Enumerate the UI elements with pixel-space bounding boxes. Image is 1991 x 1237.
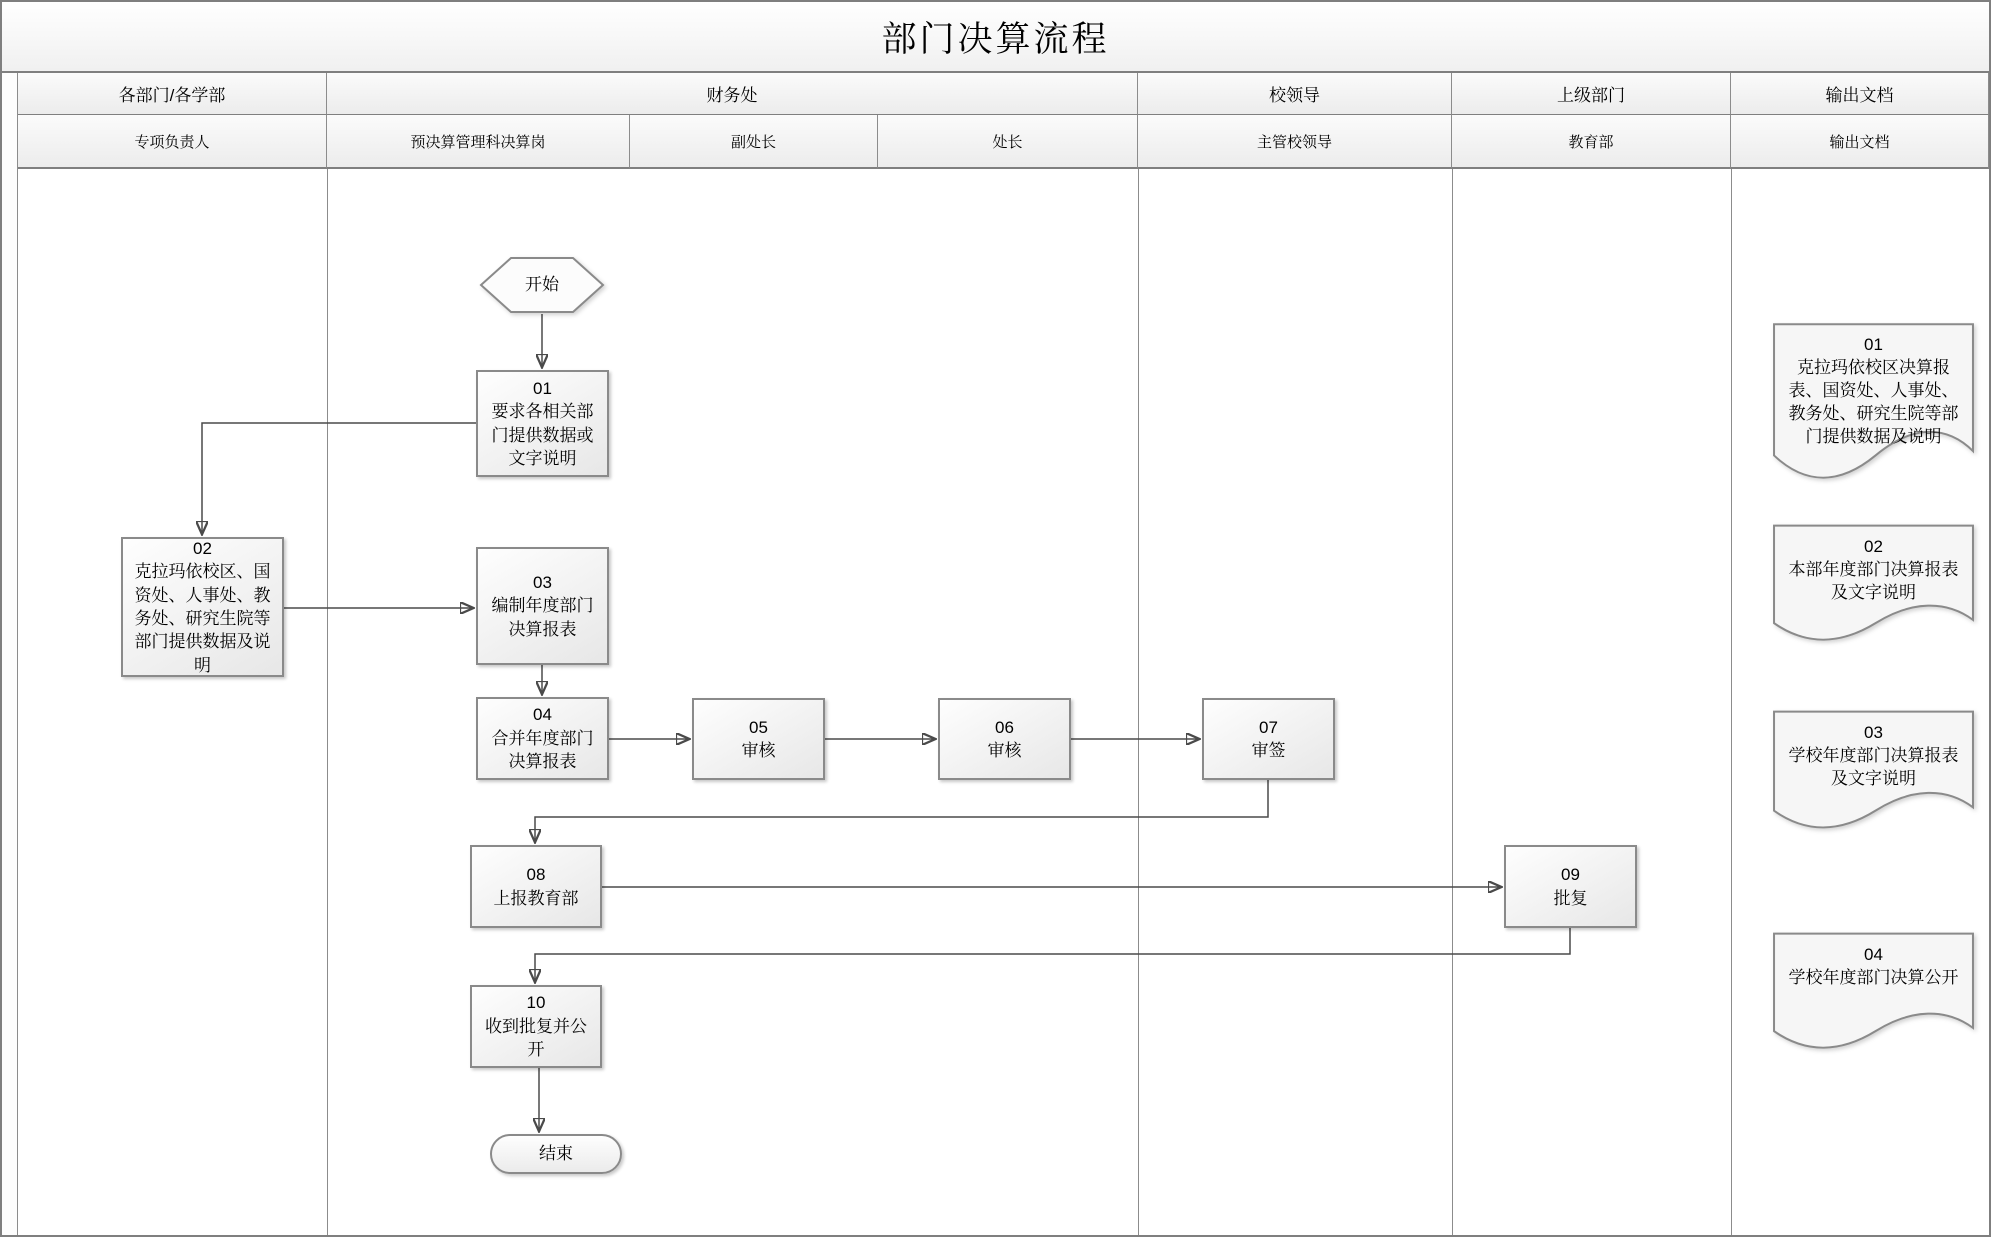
role-header-supervising-leader: 主管校领导 xyxy=(1138,115,1452,169)
lane-header-departments: 各部门/各学部 xyxy=(18,73,327,115)
node-label: 结束 xyxy=(539,1144,573,1164)
flow-node-06 xyxy=(938,698,1071,780)
node-label: 开始 xyxy=(525,275,559,295)
role-header-budget-section: 预决算管理科决算岗 xyxy=(327,115,630,169)
end-node xyxy=(490,1134,622,1174)
node-number: 05 xyxy=(749,717,768,737)
flow-node-09 xyxy=(1504,845,1637,928)
flow-node-03 xyxy=(476,547,609,665)
role-header-project-leader: 专项负责人 xyxy=(18,115,327,169)
document-label: 克拉玛依校区决算报表、国资处、人事处、教务处、研究生院等部门提供数据及说明 xyxy=(1788,357,1959,446)
start-node xyxy=(479,256,605,314)
node-label: 编制年度部门决算报表 xyxy=(491,596,594,639)
flow-node-01 xyxy=(476,370,609,477)
title-bar xyxy=(2,2,1989,73)
document-label: 学校年度部门决算公开 xyxy=(1788,967,1959,987)
node-label: 审签 xyxy=(1251,741,1286,760)
lane-divider xyxy=(1138,169,1139,1237)
lane-header-school-leaders: 校领导 xyxy=(1138,73,1452,115)
output-document-03 xyxy=(1772,710,1975,842)
document-label: 本部年度部门决算报表及文字说明 xyxy=(1788,559,1959,602)
node-label: 收到批复并公开 xyxy=(485,1016,587,1060)
document-text xyxy=(1772,710,1975,791)
node-label: 克拉玛依校区、国资处、人事处、教务处、研究生院等部门提供数据及说明 xyxy=(134,562,271,675)
document-text xyxy=(1772,932,1975,990)
flow-node-08 xyxy=(470,845,602,928)
document-text xyxy=(1772,524,1975,605)
role-header-director: 处长 xyxy=(878,115,1138,169)
document-text xyxy=(1772,322,1975,449)
lane-header-superior-dept: 上级部门 xyxy=(1452,73,1731,115)
node-number: 08 xyxy=(526,865,546,885)
lane-divider xyxy=(1452,169,1453,1237)
node-label: 上报教育部 xyxy=(493,888,579,908)
flow-node-05 xyxy=(692,698,825,780)
node-label: 审核 xyxy=(987,741,1022,760)
output-document-02 xyxy=(1772,524,1975,654)
flow-node-04 xyxy=(476,697,609,780)
output-document-04 xyxy=(1772,932,1975,1062)
document-number: 03 xyxy=(1864,723,1883,742)
left-margin-strip xyxy=(2,73,18,1237)
node-label: 批复 xyxy=(1553,888,1588,908)
document-label: 学校年度部门决算报表及文字说明 xyxy=(1788,745,1959,788)
lane-divider xyxy=(327,169,328,1237)
node-label: 要求各相关部门提供数据或文字说明 xyxy=(491,402,594,468)
node-number: 01 xyxy=(533,378,552,398)
node-number: 02 xyxy=(193,538,212,558)
node-number: 10 xyxy=(526,993,546,1013)
flow-node-10 xyxy=(470,985,602,1068)
node-number: 09 xyxy=(1561,865,1580,885)
lane-divider xyxy=(1731,169,1732,1237)
flow-node-02 xyxy=(121,537,284,677)
lane-header-output-docs: 输出文档 xyxy=(1731,73,1989,115)
node-number: 07 xyxy=(1259,717,1278,737)
node-label: 合并年度部门决算报表 xyxy=(491,728,594,772)
flow-node-07 xyxy=(1202,698,1335,780)
role-header-output-docs: 输出文档 xyxy=(1731,115,1989,169)
output-document-01 xyxy=(1772,322,1975,497)
document-number: 04 xyxy=(1864,945,1883,964)
role-header-deputy-director: 副处长 xyxy=(630,115,878,169)
page-title: 部门决算流程 xyxy=(881,19,1110,59)
node-number: 03 xyxy=(533,572,552,592)
node-number: 04 xyxy=(533,705,552,725)
role-header-ministry-education: 教育部 xyxy=(1452,115,1731,169)
node-label: 审核 xyxy=(741,741,776,760)
lane-header-finance-office: 财务处 xyxy=(327,73,1138,115)
node-number: 06 xyxy=(995,717,1014,737)
connector-arrows xyxy=(2,2,1991,1237)
document-number: 02 xyxy=(1864,537,1883,556)
document-number: 01 xyxy=(1864,335,1883,354)
